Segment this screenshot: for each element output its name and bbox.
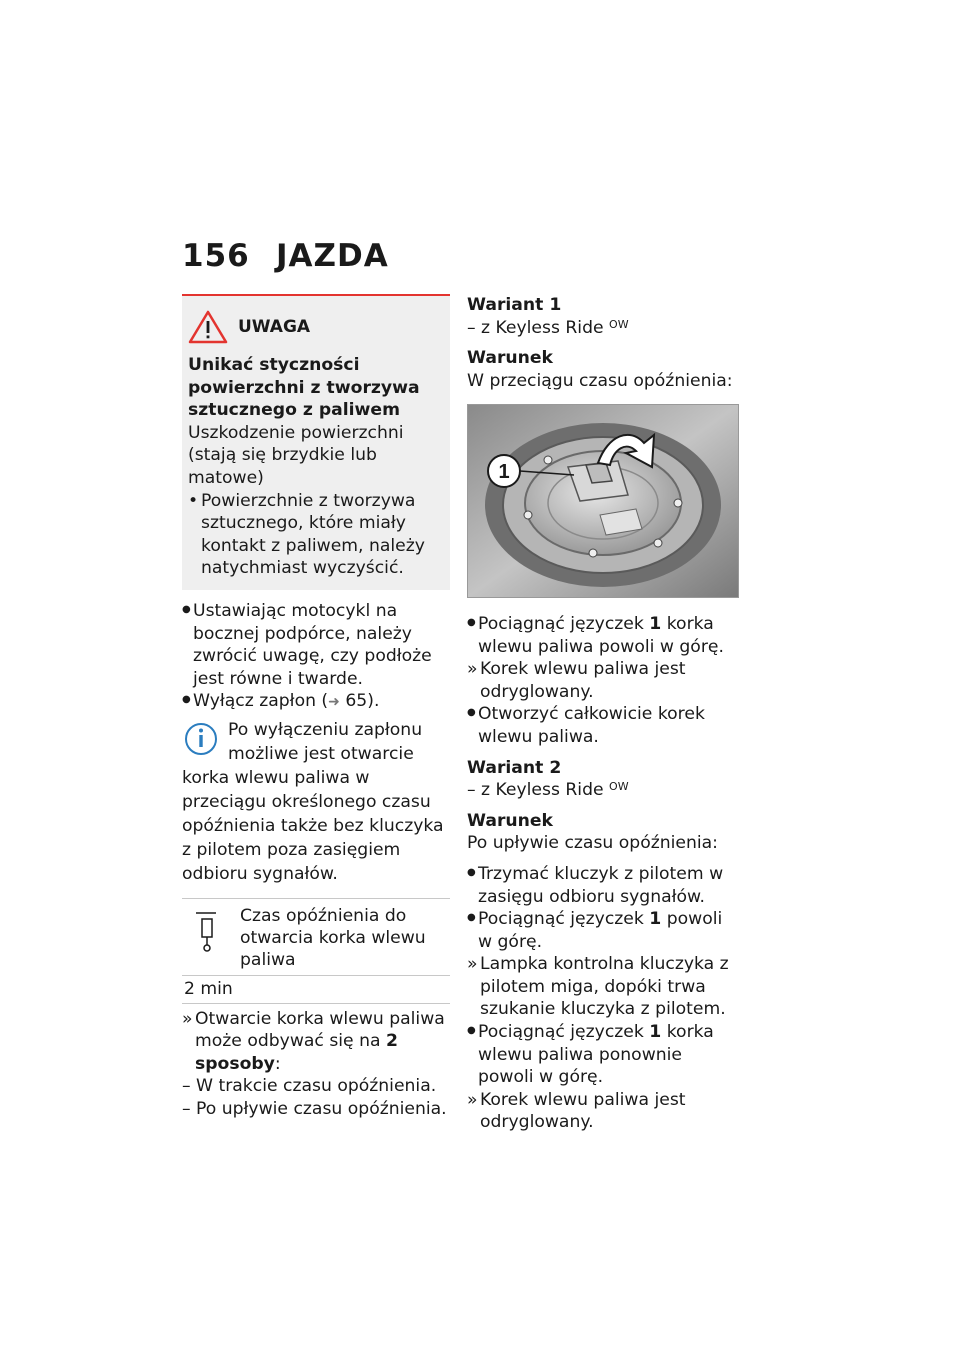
variant1-result: » Korek wlewu paliwa jest odryglowany. (467, 658, 739, 703)
warning-title: Unikać styczności powierzchni z tworzywa sztucznego z paliwem (188, 355, 420, 421)
variant2-step3 (467, 1021, 739, 1089)
result-two-ways (182, 1008, 450, 1076)
variant2-equip-text: z Keyless Ride (481, 780, 604, 801)
variant1-equip-sup: OW (609, 317, 629, 331)
page-header (182, 238, 389, 274)
warning-box (182, 294, 450, 590)
variant2-equipment (467, 779, 739, 802)
page-ref-number[interactable]: 65 (345, 691, 368, 712)
variant1-step1 (467, 613, 739, 658)
variant2-equip-sup: OW (609, 780, 629, 794)
step-ignition-off (182, 690, 450, 714)
step-ignition-prefix: Wyłącz zapłon ( (193, 691, 329, 712)
info-note (182, 718, 450, 886)
variant1-equipment (467, 317, 739, 340)
spec-value: 2 min (182, 975, 450, 1003)
result-suffix: : (274, 1053, 281, 1074)
info-note-text: Po wyłączeniu zapłonu możliwe jest otwarcie korka wlewu paliwa w przeciągu określonego czasu opóźnienia także bez kluczyka z pilotem poza zasięgiem odbioru sygnałów. (182, 719, 444, 884)
variant2-result1: » Lampka kontrolna kluczyka z pilotem miga, dopóki trwa szukanie kluczyka z pilotem. (467, 953, 739, 1021)
v2s2-num: 1 (649, 909, 662, 930)
spec-table (182, 898, 450, 1004)
spec-row-label (182, 899, 450, 975)
warning-label: UWAGA (238, 316, 311, 337)
page-number: 156 (182, 238, 250, 274)
warning-triangle-icon (188, 310, 228, 344)
variant2-step2 (467, 908, 739, 953)
section-title: JAZDA (276, 238, 389, 274)
variant1-heading: Wariant 1 (467, 295, 562, 315)
result-bold: 2 sposoby (195, 1031, 398, 1074)
variant2-result2: » Korek wlewu paliwa jest odryglowany. (467, 1089, 739, 1134)
step-ignition-suffix: ). (367, 691, 380, 712)
step-sidestand: ● Ustawiając motocykl na bocznej podpórce, należy zwrócić uwagę, czy podłoże jest równe i twarde. (182, 600, 450, 690)
left-column (182, 294, 450, 1120)
v2s3-suffix: korka wlewu paliwa ponownie powoli w górę. (478, 1022, 714, 1088)
v2s3-num: 1 (649, 1022, 662, 1043)
warning-head (188, 310, 444, 344)
variant1-step2: ● Otworzyć całkowicie korek wlewu paliwa. (467, 703, 739, 748)
gauge-spec-icon (194, 907, 230, 953)
option-during-delay: – W trakcie czasu opóźnienia. (182, 1075, 450, 1098)
fuel-cap-figure (467, 404, 739, 598)
variant2-step1: ● Trzymać kluczyk z pilotem w zasięgu odbioru sygnałów. (467, 863, 739, 908)
v2s2-suffix: powoli w górę. (478, 909, 723, 952)
spec-label: Czas opóźnienia do otwarcia korka wlewu paliwa (240, 905, 426, 970)
warning-remedy: • Powierzchnie z tworzywa sztucznego, które miały kontakt z paliwem, należy natychmiast wyczyścić. (188, 490, 444, 580)
variant2-condition: Po upływie czasu opóźnienia: (467, 833, 718, 854)
variant2-heading: Wariant 2 (467, 757, 562, 778)
result-prefix: Otwarcie korka wlewu paliwa może odbywać się na (195, 1008, 445, 1052)
info-icon (182, 720, 220, 760)
variant2-condition-heading: Warunek (467, 810, 553, 831)
option-after-delay: – Po upływie czasu opóźnienia. (182, 1098, 450, 1121)
variant1-condition-heading: Warunek (467, 348, 553, 369)
warning-consequence: Uszkodzenie powierzchni (stają się brzydkie lub matowe) (188, 422, 404, 488)
v1s1-suffix: korka wlewu paliwa powoli w górę. (478, 613, 724, 657)
page-ref-arrow-icon: ➜ (328, 694, 340, 711)
variant1-equip-text: z Keyless Ride (481, 317, 604, 338)
v1s1-num: 1 (649, 613, 662, 634)
v1s1-prefix: Pociągnąć języczek (478, 613, 650, 634)
variant1-condition: W przeciągu czasu opóźnienia: (467, 370, 733, 391)
figure-callout-1: 1 (498, 461, 510, 484)
v2s3-prefix: Pociągnąć języczek (478, 1022, 650, 1043)
v2s2-prefix: Pociągnąć języczek (478, 909, 650, 930)
right-column (467, 294, 739, 1134)
